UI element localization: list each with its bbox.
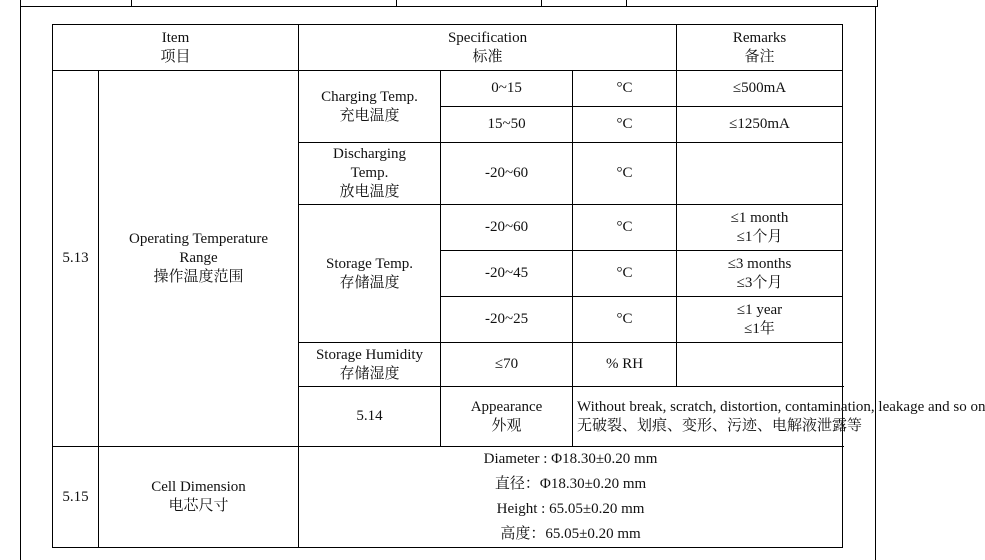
previous-table-bottom-edge — [20, 0, 878, 7]
item-operating-temperature-range: Operating Temperature Range 操作温度范围 — [99, 71, 299, 447]
discharging-range-value: -20~60 — [441, 143, 573, 205]
storage-range-remark: ≤1 year ≤1年 — [677, 297, 843, 343]
storage-range-remark: ≤1 month ≤1个月 — [677, 205, 843, 251]
storage-range-unit: °C — [573, 251, 677, 297]
storage-humidity-remark-empty — [677, 343, 843, 387]
discharging-temp-label: Discharging Temp. 放电温度 — [299, 143, 441, 205]
item-cell-dimension: Cell Dimension 电芯尺寸 — [99, 447, 299, 548]
charging-range-remark: ≤500mA — [677, 71, 843, 107]
storage-humidity-value: ≤70 — [441, 343, 573, 387]
item-number-5-15: 5.15 — [53, 447, 99, 548]
page-frame-right-border — [875, 6, 876, 560]
operating-conditions-table — [52, 24, 985, 548]
remarks-header: Remarks 备注 — [677, 25, 843, 71]
item-appearance: Appearance 外观 — [441, 387, 573, 447]
storage-humidity-unit: % RH — [573, 343, 677, 387]
charging-range-remark: ≤1250mA — [677, 107, 843, 143]
storage-humidity-label: Storage Humidity 存储湿度 — [299, 343, 441, 387]
charging-temp-label: Charging Temp. 充电温度 — [299, 71, 441, 143]
storage-range-value: -20~45 — [441, 251, 573, 297]
specification-header: Specification 标准 — [299, 25, 677, 71]
appearance-specification: Without break, scratch, distortion, contamination, leakage and so on 无破裂、划痕、变形、污迹、电解液泄露等 — [573, 387, 843, 447]
charging-range-unit: °C — [573, 107, 677, 143]
header-row — [53, 25, 843, 71]
storage-range-value: -20~25 — [441, 297, 573, 343]
item-number-5-14: 5.14 — [299, 387, 441, 447]
item-number-5-13: 5.13 — [53, 71, 99, 447]
storage-range-remark: ≤3 months ≤3个月 — [677, 251, 843, 297]
charging-range-unit: °C — [573, 71, 677, 107]
item-header: Item 项目 — [53, 25, 299, 71]
storage-temp-label: Storage Temp. 存储温度 — [299, 205, 441, 343]
discharging-range-unit: °C — [573, 143, 677, 205]
storage-range-unit: °C — [573, 297, 677, 343]
charging-range-value: 0~15 — [441, 71, 573, 107]
storage-range-value: -20~60 — [441, 205, 573, 251]
table-row — [53, 447, 843, 548]
cell-dimension-specification: Diameter : Φ18.30±0.20 mm 直径：Φ18.30±0.20 mm Height : 65.05±0.20 mm 高度：65.05±0.20 mm — [299, 447, 843, 548]
discharging-remark-empty — [677, 143, 843, 205]
storage-range-unit: °C — [573, 205, 677, 251]
table-row — [53, 71, 843, 107]
charging-range-value: 15~50 — [441, 107, 573, 143]
page-frame-left-border — [20, 6, 21, 560]
